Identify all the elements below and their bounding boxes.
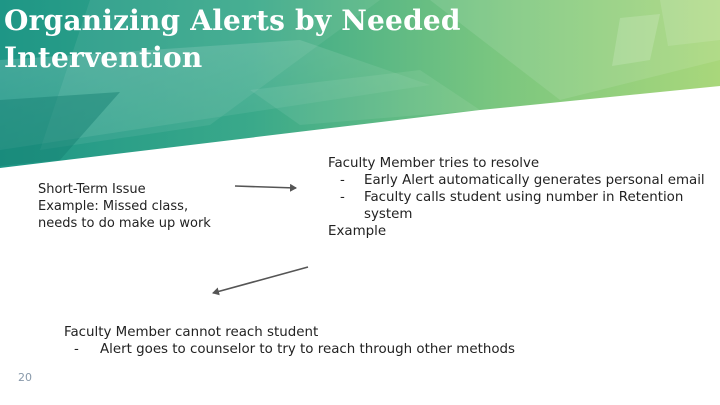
short-term-issue-box: [38, 181, 211, 232]
resolve-bullets: [328, 172, 705, 223]
arrow-right: [235, 186, 296, 188]
list-item: [328, 189, 705, 206]
dash-bullet: -: [340, 190, 345, 205]
short-term-line: Example: Missed class,: [38, 199, 189, 214]
title-line-1: Organizing Alerts by Needed: [4, 4, 461, 37]
page-number: 20: [18, 371, 32, 384]
title-line-2: Intervention: [4, 41, 203, 74]
escalation-box: [64, 324, 515, 358]
resolve-heading: Faculty Member tries to resolve: [328, 156, 540, 171]
bullet-text: Faculty calls student using number in Retention: [364, 190, 684, 205]
list-item: [328, 172, 705, 189]
bullet-text: Alert goes to counselor to try to reach through other methods: [100, 342, 515, 357]
list-item: [64, 341, 515, 358]
arrow-down-left: [213, 267, 308, 293]
list-item-continuation: [328, 206, 705, 223]
escalation-heading: Faculty Member cannot reach student: [64, 325, 319, 340]
faculty-resolve-box: [328, 155, 705, 240]
bullet-text: Early Alert automatically generates personal email: [364, 173, 705, 188]
slide-title: [4, 2, 461, 76]
dash-bullet: -: [74, 342, 79, 357]
short-term-line: needs to do make up work: [38, 216, 211, 231]
resolve-footer: Example: [328, 224, 387, 239]
dash-bullet: -: [340, 173, 345, 188]
escalation-bullets: [64, 341, 515, 358]
short-term-line: Short-Term Issue: [38, 182, 146, 197]
bullet-text-continuation: system: [364, 207, 413, 222]
